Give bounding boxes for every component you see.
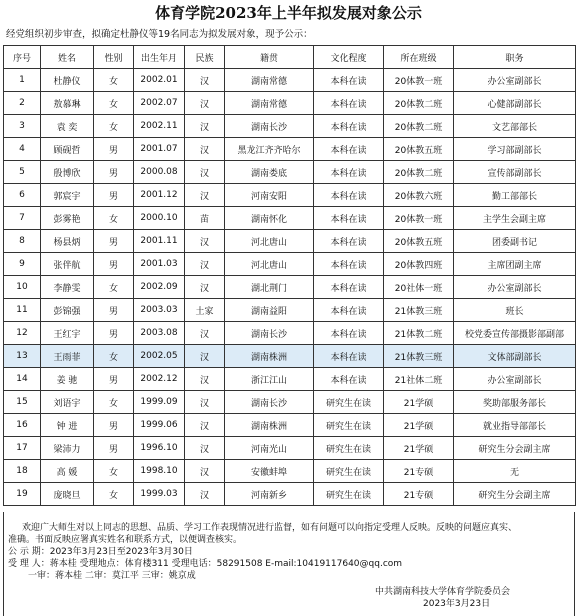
cell-name: 张伴航 <box>41 253 94 276</box>
cell-hometown: 湖北荆门 <box>225 276 314 299</box>
cell-gender: 女 <box>94 460 134 483</box>
cell-index: 5 <box>4 161 41 184</box>
cell-birth: 1998.10 <box>134 460 185 483</box>
table-row <box>4 92 576 115</box>
cell-gender: 女 <box>94 276 134 299</box>
cell-index: 7 <box>4 207 41 230</box>
cell-ethnicity: 汉 <box>185 115 225 138</box>
cell-gender: 女 <box>94 92 134 115</box>
header-position: 职务 <box>454 46 576 69</box>
cell-position: 就业指导部部长 <box>454 414 576 437</box>
table-row <box>4 299 576 322</box>
cell-class: 20体教四班 <box>384 253 454 276</box>
cell-ethnicity: 汉 <box>185 460 225 483</box>
cell-index: 16 <box>4 414 41 437</box>
cell-name: 彭锦强 <box>41 299 94 322</box>
cell-position: 奖助部服务部长 <box>454 391 576 414</box>
cell-education: 本科在读 <box>314 161 384 184</box>
cell-ethnicity: 苗 <box>185 207 225 230</box>
cell-position: 文体部副部长 <box>454 345 576 368</box>
cell-education: 本科在读 <box>314 115 384 138</box>
cell-index: 10 <box>4 276 41 299</box>
cell-position: 校党委宣传部摄影部副部 <box>454 322 576 345</box>
cell-position: 心健部副部长 <box>454 92 576 115</box>
cell-class: 21专硕 <box>384 483 454 506</box>
table-row <box>4 345 576 368</box>
table-row <box>4 414 576 437</box>
cell-education: 研究生在读 <box>314 391 384 414</box>
cell-birth: 2001.11 <box>134 230 185 253</box>
cell-name: 彭雾艳 <box>41 207 94 230</box>
cell-index: 14 <box>4 368 41 391</box>
cell-education: 研究生在读 <box>314 483 384 506</box>
cell-name: 顾砚哲 <box>41 138 94 161</box>
table-row <box>4 276 576 299</box>
cell-name: 殷博欣 <box>41 161 94 184</box>
cell-name: 郭宸宇 <box>41 184 94 207</box>
cell-birth: 1999.06 <box>134 414 185 437</box>
cell-hometown: 浙江江山 <box>225 368 314 391</box>
cell-hometown: 湖南常德 <box>225 69 314 92</box>
cell-class: 21学硕 <box>384 391 454 414</box>
cell-index: 1 <box>4 69 41 92</box>
cell-gender: 男 <box>94 414 134 437</box>
cell-birth: 2002.01 <box>134 69 185 92</box>
cell-birth: 1996.10 <box>134 437 185 460</box>
cell-position: 文艺部部长 <box>454 115 576 138</box>
cell-index: 18 <box>4 460 41 483</box>
cell-birth: 2002.07 <box>134 92 185 115</box>
cell-hometown: 河南新乡 <box>225 483 314 506</box>
cell-birth: 1999.09 <box>134 391 185 414</box>
cell-class: 20体教二班 <box>384 115 454 138</box>
cell-birth: 1999.03 <box>134 483 185 506</box>
cell-hometown: 黑龙江齐齐哈尔 <box>225 138 314 161</box>
cell-ethnicity: 汉 <box>185 253 225 276</box>
cell-class: 20社体一班 <box>384 276 454 299</box>
cell-class: 21专硕 <box>384 460 454 483</box>
cell-ethnicity: 汉 <box>185 414 225 437</box>
cell-education: 本科在读 <box>314 253 384 276</box>
cell-position: 研究生分会副主席 <box>454 483 576 506</box>
header-name: 姓名 <box>41 46 94 69</box>
cell-education: 本科在读 <box>314 230 384 253</box>
notice-line-1: 欢迎广大师生对以上同志的思想、品质、学习工作表现情况进行监督，如有问题可以向指定受理人反映。反映的问题应真实、 <box>22 523 518 533</box>
cell-class: 20体教六班 <box>384 184 454 207</box>
header-hometown: 籍贯 <box>225 46 314 69</box>
cell-index: 6 <box>4 184 41 207</box>
cell-position: 无 <box>454 460 576 483</box>
cell-ethnicity: 汉 <box>185 92 225 115</box>
header-gender: 性别 <box>94 46 134 69</box>
cell-gender: 男 <box>94 368 134 391</box>
cell-hometown: 湖南常德 <box>225 92 314 115</box>
cell-index: 4 <box>4 138 41 161</box>
cell-hometown: 湖南益阳 <box>225 299 314 322</box>
cell-hometown: 湖南长沙 <box>225 115 314 138</box>
header-index: 序号 <box>4 46 41 69</box>
cell-position: 宣传部副部长 <box>454 161 576 184</box>
cell-hometown: 湖南怀化 <box>225 207 314 230</box>
cell-name: 高 媛 <box>41 460 94 483</box>
header-ethnicity: 民族 <box>185 46 225 69</box>
cell-hometown: 河南光山 <box>225 437 314 460</box>
cell-birth: 2002.05 <box>134 345 185 368</box>
issue-date: 2023年3月23日 <box>423 599 491 609</box>
cell-name: 庞晓旦 <box>41 483 94 506</box>
cell-gender: 男 <box>94 322 134 345</box>
cell-name: 杨县炳 <box>41 230 94 253</box>
cell-class: 20体教二班 <box>384 92 454 115</box>
header-birth: 出生年月 <box>134 46 185 69</box>
cell-index: 12 <box>4 322 41 345</box>
cell-education: 本科在读 <box>314 299 384 322</box>
cell-ethnicity: 汉 <box>185 437 225 460</box>
cell-gender: 女 <box>94 391 134 414</box>
cell-gender: 男 <box>94 299 134 322</box>
table-header-row <box>4 46 576 69</box>
cell-name: 姜 驰 <box>41 368 94 391</box>
cell-index: 3 <box>4 115 41 138</box>
notice-line-2: 准确。书面反映应署真实姓名和联系方式，以便调查核实。 <box>8 535 243 545</box>
contact-info: 受 理 人：蒋本桂 受理地点：体育楼311 受理电话：58291508 E-mail:10419117640@qq.com <box>8 559 403 569</box>
cell-education: 本科在读 <box>314 322 384 345</box>
cell-ethnicity: 汉 <box>185 483 225 506</box>
cell-hometown: 河南安阳 <box>225 184 314 207</box>
cell-gender: 男 <box>94 138 134 161</box>
cell-index: 19 <box>4 483 41 506</box>
cell-hometown: 湖南长沙 <box>225 391 314 414</box>
issuing-organization: 中共湖南科技大学体育学院委员会 <box>375 587 511 597</box>
cell-index: 17 <box>4 437 41 460</box>
cell-ethnicity: 汉 <box>185 276 225 299</box>
cell-index: 9 <box>4 253 41 276</box>
cell-gender: 女 <box>94 69 134 92</box>
cell-ethnicity: 汉 <box>185 230 225 253</box>
table-row <box>4 460 576 483</box>
cell-birth: 2000.08 <box>134 161 185 184</box>
table-row <box>4 184 576 207</box>
cell-index: 8 <box>4 230 41 253</box>
cell-gender: 男 <box>94 253 134 276</box>
cell-name: 梁沛力 <box>41 437 94 460</box>
table-body <box>4 69 576 506</box>
cell-name: 刘语宇 <box>41 391 94 414</box>
cell-position: 办公室副部长 <box>454 368 576 391</box>
table-row <box>4 483 576 506</box>
reviewers: 一审：蒋本桂 二审：莫江平 三审：姚京成 <box>28 571 196 581</box>
intro-text: 经党组织初步审查，拟确定杜静仪等19名同志为拟发展对象，现予公示： <box>6 29 313 40</box>
table-row <box>4 115 576 138</box>
cell-education: 本科在读 <box>314 138 384 161</box>
cell-position: 办公室副部长 <box>454 276 576 299</box>
cell-position: 主席团副主席 <box>454 253 576 276</box>
cell-gender: 女 <box>94 115 134 138</box>
candidates-table <box>3 45 576 506</box>
cell-name: 李静雯 <box>41 276 94 299</box>
cell-name: 钟 进 <box>41 414 94 437</box>
cell-birth: 2001.12 <box>134 184 185 207</box>
cell-ethnicity: 汉 <box>185 184 225 207</box>
cell-ethnicity: 汉 <box>185 368 225 391</box>
cell-class: 21学硕 <box>384 437 454 460</box>
cell-hometown: 湖南娄底 <box>225 161 314 184</box>
cell-name: 敖慕琳 <box>41 92 94 115</box>
table-row <box>4 253 576 276</box>
table-row <box>4 69 576 92</box>
table-row <box>4 368 576 391</box>
document-title: 体育学院2023年上半年拟发展对象公示 <box>155 4 422 22</box>
cell-education: 本科在读 <box>314 184 384 207</box>
cell-ethnicity: 汉 <box>185 322 225 345</box>
cell-ethnicity: 汉 <box>185 391 225 414</box>
table-row <box>4 322 576 345</box>
cell-hometown: 湖南长沙 <box>225 322 314 345</box>
cell-education: 本科在读 <box>314 69 384 92</box>
cell-gender: 男 <box>94 184 134 207</box>
cell-birth: 2000.10 <box>134 207 185 230</box>
cell-class: 21学硕 <box>384 414 454 437</box>
cell-gender: 男 <box>94 230 134 253</box>
cell-index: 11 <box>4 299 41 322</box>
cell-ethnicity: 汉 <box>185 69 225 92</box>
cell-birth: 2003.08 <box>134 322 185 345</box>
cell-index: 15 <box>4 391 41 414</box>
cell-position: 班长 <box>454 299 576 322</box>
cell-name: 王红宇 <box>41 322 94 345</box>
cell-education: 本科在读 <box>314 368 384 391</box>
cell-birth: 2001.03 <box>134 253 185 276</box>
cell-position: 团委副书记 <box>454 230 576 253</box>
cell-hometown: 安徽蚌埠 <box>225 460 314 483</box>
cell-position: 研究生分会副主席 <box>454 437 576 460</box>
cell-birth: 2001.07 <box>134 138 185 161</box>
header-education: 文化程度 <box>314 46 384 69</box>
cell-name: 王雨菲 <box>41 345 94 368</box>
cell-index: 2 <box>4 92 41 115</box>
cell-education: 本科在读 <box>314 345 384 368</box>
cell-class: 21体教三班 <box>384 299 454 322</box>
cell-education: 本科在读 <box>314 276 384 299</box>
cell-gender: 男 <box>94 437 134 460</box>
cell-ethnicity: 汉 <box>185 345 225 368</box>
table-row <box>4 207 576 230</box>
cell-class: 20体教一班 <box>384 69 454 92</box>
cell-position: 勤工部部长 <box>454 184 576 207</box>
cell-gender: 女 <box>94 207 134 230</box>
cell-hometown: 河北唐山 <box>225 230 314 253</box>
cell-hometown: 河北唐山 <box>225 253 314 276</box>
header-class: 所在班级 <box>384 46 454 69</box>
cell-education: 研究生在读 <box>314 414 384 437</box>
cell-class: 20体教一班 <box>384 207 454 230</box>
cell-education: 本科在读 <box>314 207 384 230</box>
table-row <box>4 161 576 184</box>
cell-index: 13 <box>4 345 41 368</box>
cell-class: 20体教二班 <box>384 161 454 184</box>
cell-education: 研究生在读 <box>314 437 384 460</box>
cell-birth: 2002.09 <box>134 276 185 299</box>
cell-position: 主学生会副主席 <box>454 207 576 230</box>
cell-birth: 2003.03 <box>134 299 185 322</box>
cell-ethnicity: 汉 <box>185 138 225 161</box>
cell-position: 办公室副部长 <box>454 69 576 92</box>
cell-hometown: 湖南株洲 <box>225 345 314 368</box>
cell-class: 21体教三班 <box>384 345 454 368</box>
table-row <box>4 437 576 460</box>
cell-gender: 男 <box>94 161 134 184</box>
cell-gender: 女 <box>94 345 134 368</box>
table-row <box>4 138 576 161</box>
cell-class: 20体教五班 <box>384 138 454 161</box>
cell-birth: 2002.12 <box>134 368 185 391</box>
cell-ethnicity: 汉 <box>185 161 225 184</box>
cell-ethnicity: 土家 <box>185 299 225 322</box>
cell-class: 20体教五班 <box>384 230 454 253</box>
cell-birth: 2002.11 <box>134 115 185 138</box>
cell-education: 研究生在读 <box>314 460 384 483</box>
cell-position: 学习部副部长 <box>454 138 576 161</box>
cell-education: 本科在读 <box>314 92 384 115</box>
cell-name: 杜静仪 <box>41 69 94 92</box>
notice-section <box>3 512 575 616</box>
table-row <box>4 391 576 414</box>
cell-class: 21社体二班 <box>384 368 454 391</box>
publicity-period: 公 示 期：2023年3月23日至2023年3月30日 <box>8 547 193 557</box>
table-row <box>4 230 576 253</box>
cell-class: 21体教二班 <box>384 322 454 345</box>
cell-hometown: 湖南株洲 <box>225 414 314 437</box>
cell-gender: 女 <box>94 483 134 506</box>
cell-name: 袁 奕 <box>41 115 94 138</box>
